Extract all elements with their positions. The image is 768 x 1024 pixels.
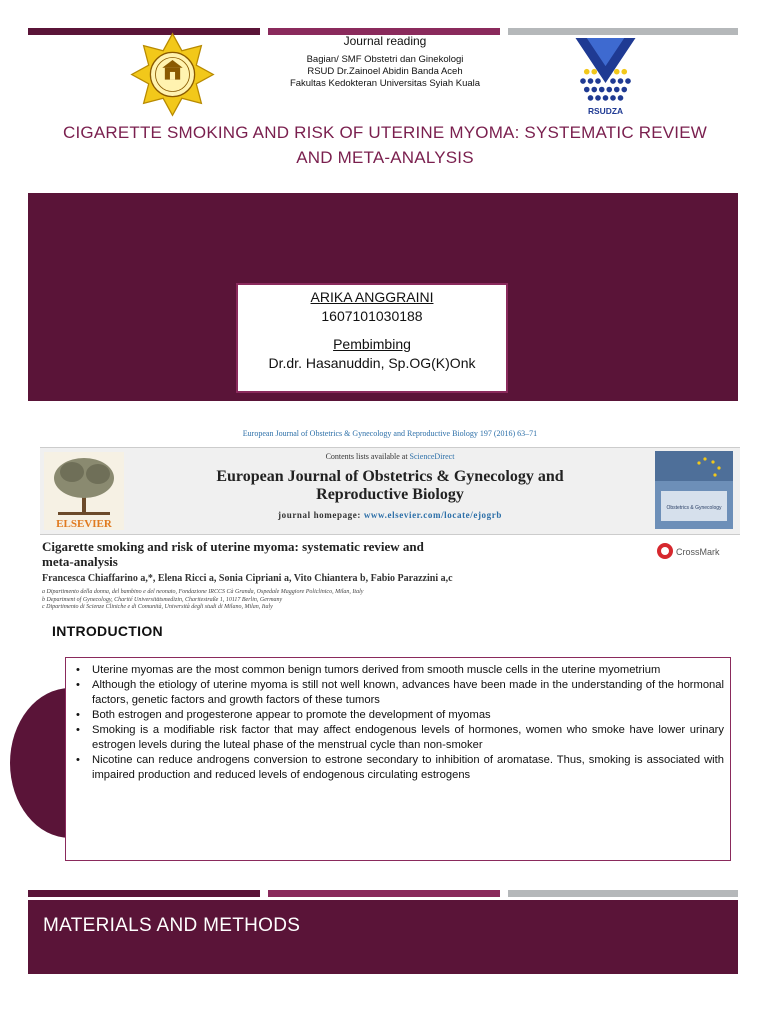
materials-methods-panel bbox=[28, 900, 738, 974]
institution-line-2: RSUD Dr.Zainoel Abidin Banda Aceh bbox=[307, 66, 463, 77]
intro-bullet-1: • Uterine myomas are the most common benign tumors derived from smooth muscle cells in the uterine myometrium bbox=[72, 663, 724, 678]
hospital-logo-text: RSUDZA bbox=[587, 105, 624, 116]
contents-available: Contents lists available at ScienceDirect bbox=[325, 452, 455, 461]
supervisor-label: Pembimbing bbox=[333, 336, 411, 352]
journal-homepage-link[interactable]: www.elsevier.com/locate/ejogrb bbox=[363, 510, 502, 520]
paper-affiliations: a Dipartimento della donna, del bambino e del neonato, Fondazione IRCCS Cà Granda, Ospedale Maggiore Policlinico, Milan, Italy b Department of Gynecology, Charité Universitätsmedizin, Charitestraße 1, 10117 Berlin, Germany c Dipartimento di Scienze Cliniche e di Comunità, Università degli studi di Milano, Milan, Italy bbox=[42, 589, 364, 610]
intro-bullet-4: • Smoking is a modifiable risk factor that may affect endogenous levels of hormones, women who smoke have lower urinary estrogen levels during the luteal phase of the menstrual cycle than non-smoker bbox=[72, 723, 724, 753]
university-logo-icon bbox=[130, 32, 215, 117]
hospital-logo-icon bbox=[568, 32, 643, 117]
title-line-2: AND META-ANALYSIS bbox=[296, 148, 474, 167]
crossmark-label: CrossMark bbox=[676, 547, 720, 557]
institution-header bbox=[220, 34, 550, 90]
presentation-title bbox=[40, 120, 730, 170]
title-line-1: CIGARETTE SMOKING AND RISK OF UTERINE MYOMA: SYSTEMATIC REVIEW bbox=[63, 123, 707, 142]
intro-bullet-5: • Nicotine can reduce androgens conversion to estrone secondary to inhibition of aromatase. Thus, smoking is associated with impaired production and reduced levels of endogenous circulating estrogens bbox=[72, 753, 724, 783]
intro-bullet-3: • Both estrogen and progesterone appear to promote the development of myomas bbox=[72, 708, 724, 723]
presenter-name: ARIKA ANGGRAINI bbox=[310, 289, 434, 305]
institution-line-3: Fakultas Kedokteran Universitas Syiah Kuala bbox=[289, 78, 481, 89]
supervisor-name: Dr.dr. Hasanuddin, Sp.OG(K)Onk bbox=[268, 355, 476, 371]
paper-title: Cigarette smoking and risk of uterine myoma: systematic review and meta-analysis bbox=[42, 539, 424, 569]
journal-reading-label: Journal reading bbox=[343, 34, 427, 48]
elsevier-wordmark: ELSEVIER bbox=[56, 518, 112, 530]
journal-masthead bbox=[40, 447, 740, 535]
journal-article-header bbox=[40, 415, 740, 625]
presenter-box bbox=[236, 283, 508, 393]
introduction-box bbox=[65, 657, 731, 861]
crossmark-icon[interactable] bbox=[656, 541, 726, 561]
journal-cover-icon bbox=[655, 451, 733, 529]
elsevier-logo-icon bbox=[44, 452, 124, 530]
paper-authors: Francesca Chiaffarino a,*, Elena Ricci a, Sonia Cipriani a, Vito Chiantera b, Fabio Parazzini a,c bbox=[42, 573, 453, 584]
bottom-band-grey bbox=[508, 890, 738, 897]
intro-bullet-2: • Although the etiology of uterine myoma is still not well known, advances have been made in the understanding of the hormonal factors, genetic factors and growth factors of these tumors bbox=[72, 678, 724, 708]
bottom-band-maroon bbox=[28, 890, 260, 897]
bottom-band-magenta bbox=[268, 890, 500, 897]
journal-cover-text: Obstetrics & Gynecology bbox=[666, 505, 722, 511]
journal-homepage: journal homepage: www.elsevier.com/locate/ejogrb bbox=[278, 510, 502, 520]
introduction-list bbox=[72, 663, 724, 783]
introduction-heading: INTRODUCTION bbox=[52, 623, 163, 639]
sciencedirect-link[interactable]: ScienceDirect bbox=[409, 452, 455, 461]
institution-line-1: Bagian/ SMF Obstetri dan Ginekologi bbox=[306, 54, 464, 65]
journal-name: European Journal of Obstetrics & Gynecology and Reproductive Biology bbox=[216, 468, 564, 503]
presenter-id: 1607101030188 bbox=[321, 308, 423, 324]
journal-citation: European Journal of Obstetrics & Gynecology and Reproductive Biology 197 (2016) 63–71 bbox=[242, 429, 538, 438]
materials-methods-heading: MATERIALS AND METHODS bbox=[43, 915, 301, 936]
